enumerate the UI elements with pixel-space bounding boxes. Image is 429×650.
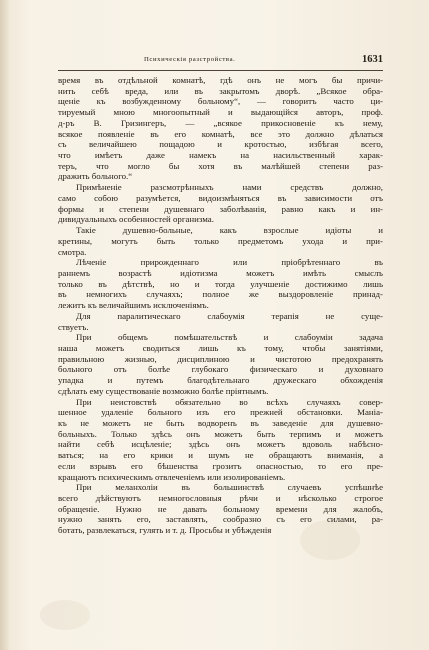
text-line: въ немногихъ случаяхъ; полное же выздоровленіе принад- xyxy=(58,289,383,300)
text-line: тируемый мною многоопытный и выдающійся авторъ, проф. xyxy=(58,107,383,118)
text-line: дражить больного.“ xyxy=(58,171,133,182)
text-line: нить себѣ вреда, или въ закрытомъ дворѣ. „Всякое обра- xyxy=(58,85,383,96)
body-text xyxy=(58,75,383,536)
text-line: если взрывъ его бѣшенства грозитъ опасностью, то его пре- xyxy=(58,460,383,471)
text-line: При меланхоліи въ большинствѣ случаевъ успѣшнѣе xyxy=(76,482,383,493)
text-line: только въ дѣтствѣ, но и тогда улучшеніе достижимо лишь xyxy=(58,278,383,289)
text-line: дивидуальныхъ особенностей организма. xyxy=(58,214,214,225)
paragraph xyxy=(58,397,383,483)
text-line: д-ръ В. Гризингеръ, — „всякое прикосновеніе къ нему, xyxy=(58,117,383,128)
text-line: кращаютъ психическимъ отвлеченіемъ или изолированіемъ. xyxy=(58,471,286,482)
text-line: формы и степени душевнаго заболѣванія, равно какъ и ин- xyxy=(58,203,383,214)
paragraph xyxy=(58,225,383,257)
paragraph xyxy=(58,75,383,182)
text-line: всего дѣйствуютъ немногословныя рѣчи и нѣсколько строгое xyxy=(58,493,383,504)
header-rule xyxy=(58,70,383,71)
text-line: При неистовствѣ обязательно во всѣхъ случаяхъ совер- xyxy=(76,396,383,407)
text-line: Такіе душевно-больные, какъ взрослые идіоты и xyxy=(76,225,383,236)
text-line: ботать, развлекаться, гулять и т. д. Просьбы и убѣжденія xyxy=(58,525,272,536)
text-line: къ не можетъ не быть водворенъ въ заведеніе для душевно- xyxy=(58,418,383,428)
text-line: ствуетъ. xyxy=(58,321,89,332)
paragraph xyxy=(58,257,383,311)
text-line: что имѣетъ даже намекъ на насильственный харак- xyxy=(58,150,383,161)
text-line: само собою разумѣется, видоизмѣняться въ зависимости отъ xyxy=(58,192,383,203)
paragraph xyxy=(58,182,383,225)
page-header xyxy=(58,54,383,68)
running-head: Психическія разстройства. xyxy=(144,56,236,63)
text-line: теръ, что могло бы хотя въ малѣйшей степени раз- xyxy=(58,160,383,171)
text-line: Примѣненіе разсмотрѣнныхъ нами средствъ должно, xyxy=(76,182,383,193)
paragraph xyxy=(58,311,383,332)
text-line: Лѣченіе прирожденнаго или пріобрѣтеннаго въ xyxy=(76,257,383,268)
text-line: упадка и путемъ благодѣтельнаго дружескаго обхожденія xyxy=(58,375,383,386)
text-line: время въ отдѣльной комнатѣ, гдѣ онъ не могъ бы причи- xyxy=(58,75,383,85)
text-line: Для паралитическаго слабоумія терапія не суще- xyxy=(76,310,383,321)
text-line: раннемъ возрастѣ идіотизма можетъ имѣть смыслъ xyxy=(58,267,383,278)
text-line: больного отъ болѣе глубокаго физическаго и духовнаго xyxy=(58,364,383,375)
text-line: наша можетъ сводиться лишь къ тому, чтобы занятіями, xyxy=(58,342,383,353)
text-line: лежитъ къ величайшимъ исключеніямъ. xyxy=(58,300,209,311)
paragraph xyxy=(58,482,383,536)
text-line: щеніе къ возбужденному больному“, — говоритъ часто ци- xyxy=(58,96,383,107)
text-line: съ величайшею пощадою и кротостью, избѣгая всего, xyxy=(58,139,383,150)
text-line: найти себѣ исцѣленіе; здѣсь онъ можетъ вдоволь набѣсно- xyxy=(58,439,383,450)
text-line: шенное удаленіе больного изъ его прежней обстановки. Маніа- xyxy=(58,407,383,418)
text-line: правильною жизнью, дисциплиною и чистотою предохранять xyxy=(58,353,383,364)
text-line: ваться; на его крики и шумъ не обращаютъ вниманія, а xyxy=(58,450,383,461)
paragraph xyxy=(58,332,383,396)
text-line: смотра. xyxy=(58,246,87,257)
text-line: больныхъ. Только здѣсь онъ можетъ быть терпимъ и можетъ xyxy=(58,428,383,439)
text-line: всякое появленіе въ его комнатѣ, все это должно дѣлаться xyxy=(58,128,383,139)
text-line: При общемъ помѣшательствѣ и слабоуміи задача xyxy=(76,332,383,343)
text-line: обращеніе. Нужно не давать больному времени для жалобъ, xyxy=(58,503,383,514)
paper-stain xyxy=(40,600,90,630)
text-line: сдѣлать ему существованіе возможно болѣе пріятнымъ. xyxy=(58,385,269,396)
text-line: кретины, могутъ быть только предметомъ ухода и при- xyxy=(58,235,383,246)
page-number: 1631 xyxy=(362,54,383,65)
page-spine-shadow xyxy=(0,0,10,650)
text-line: нужно занять его, заставлять, сообразно съ его силами, ра- xyxy=(58,514,383,525)
